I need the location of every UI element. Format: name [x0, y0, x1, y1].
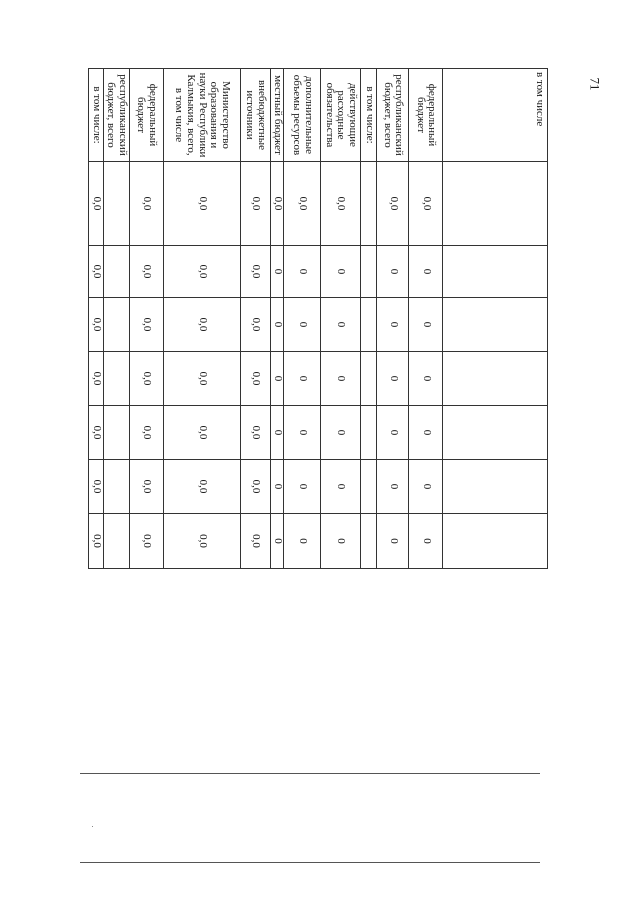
table-cell: 0	[320, 514, 361, 569]
table-cell: 0	[284, 460, 320, 514]
table-cell: 0,0	[129, 460, 163, 514]
table-cell: 0	[409, 298, 443, 352]
table-row	[270, 69, 284, 569]
page-number: 71	[587, 77, 603, 91]
table-header-cell	[443, 246, 548, 298]
table-cell: 0,0	[89, 298, 104, 352]
table-header-cell	[443, 298, 548, 352]
table-cell: 0,0	[89, 352, 104, 406]
table-cell: 0,0	[163, 298, 240, 352]
table-cell	[361, 298, 377, 352]
table-cell: 0	[320, 298, 361, 352]
table-cell: 0	[320, 460, 361, 514]
table-cell: 0,0	[129, 352, 163, 406]
table-cell	[361, 352, 377, 406]
row-label: федеральный бюджет	[409, 69, 443, 162]
table-cell: 0	[284, 298, 320, 352]
table-cell: 0,0	[270, 162, 284, 246]
table-cell: 0	[270, 298, 284, 352]
budget-table-rotated	[88, 68, 548, 568]
table-cell	[104, 162, 130, 246]
table-cell: 0	[377, 298, 409, 352]
table-cell: 0	[284, 352, 320, 406]
row-label: местный бюджет	[270, 69, 284, 162]
table-cell: 0,0	[163, 514, 240, 569]
table-cell: 0,0	[129, 246, 163, 298]
table-cell: 0	[409, 460, 443, 514]
table-cell	[104, 460, 130, 514]
table-cell	[361, 406, 377, 460]
budget-table	[88, 68, 548, 569]
row-label: федеральный бюджет	[129, 69, 163, 162]
table-row	[409, 69, 443, 569]
table-cell: 0,0	[377, 162, 409, 246]
table-cell	[361, 460, 377, 514]
table-cell: 0,0	[163, 162, 240, 246]
row-label: дополнительные объемы ресурсов	[284, 69, 320, 162]
table-cell: 0	[284, 246, 320, 298]
table-cell: 0,0	[89, 514, 104, 569]
budget-table-frame	[88, 68, 548, 568]
table-cell: 0,0	[129, 406, 163, 460]
table-header-cell	[443, 460, 548, 514]
table-cell: 0	[284, 406, 320, 460]
table-cell: 0	[320, 406, 361, 460]
row-label: в том числе:	[89, 69, 104, 162]
table-cell: 0,0	[129, 162, 163, 246]
table-cell	[104, 406, 130, 460]
table-cell: 0,0	[163, 352, 240, 406]
table-cell: 0,0	[89, 406, 104, 460]
scan-speck	[92, 826, 93, 827]
table-cell: 0,0	[89, 460, 104, 514]
table-row	[320, 69, 361, 569]
row-label: республиканский бюджет, всего	[104, 69, 130, 162]
table-cell: 0	[377, 406, 409, 460]
table-cell	[104, 298, 130, 352]
table-cell: 0	[377, 246, 409, 298]
row-label: действующие расходные обязательства	[320, 69, 361, 162]
table-cell	[104, 514, 130, 569]
table-cell: 0,0	[163, 246, 240, 298]
table-cell: 0	[284, 514, 320, 569]
table-cell: 0,0	[129, 514, 163, 569]
table-cell: 0	[377, 352, 409, 406]
table-cell: 0,0	[240, 460, 270, 514]
table-cell: 0	[409, 352, 443, 406]
table-cell: 0,0	[240, 514, 270, 569]
table-cell: 0,0	[163, 406, 240, 460]
table-body	[89, 69, 548, 569]
table-cell: 0,0	[240, 352, 270, 406]
table-cell: 0,0	[320, 162, 361, 246]
table-row	[240, 69, 270, 569]
table-header-label: в том числе	[443, 69, 548, 162]
table-cell: 0,0	[284, 162, 320, 246]
table-row	[361, 69, 377, 569]
table-row	[377, 69, 409, 569]
table-cell: 0	[377, 460, 409, 514]
table-row	[89, 69, 104, 569]
horizontal-rule	[80, 773, 540, 774]
table-cell	[104, 352, 130, 406]
table-cell: 0,0	[163, 460, 240, 514]
table-cell: 0,0	[240, 162, 270, 246]
row-label: в том числе:	[361, 69, 377, 162]
table-header-cell	[443, 352, 548, 406]
table-cell: 0,0	[409, 162, 443, 246]
table-row	[129, 69, 163, 569]
table-cell: 0	[270, 406, 284, 460]
table-cell: 0,0	[240, 298, 270, 352]
table-cell: 0	[270, 460, 284, 514]
table-row	[284, 69, 320, 569]
table-cell: 0	[409, 246, 443, 298]
table-cell: 0,0	[240, 406, 270, 460]
horizontal-rule	[80, 862, 540, 863]
table-cell: 0	[409, 406, 443, 460]
table-cell: 0	[377, 514, 409, 569]
table-cell: 0	[409, 514, 443, 569]
table-cell: 0	[270, 352, 284, 406]
table-row	[163, 69, 240, 569]
table-cell	[104, 246, 130, 298]
table-cell: 0,0	[240, 246, 270, 298]
row-label: республиканский бюджет, всего	[377, 69, 409, 162]
table-header-row	[443, 69, 548, 569]
table-row	[104, 69, 130, 569]
table-cell	[361, 246, 377, 298]
row-label: Министерство образования и науки Республики Калмыкия, всего, в том числе	[163, 69, 240, 162]
table-header-cell	[443, 514, 548, 569]
table-cell: 0,0	[89, 246, 104, 298]
table-cell	[361, 162, 377, 246]
row-label: внебюджетные источники	[240, 69, 270, 162]
table-cell: 0,0	[129, 298, 163, 352]
table-header-cell	[443, 162, 548, 246]
table-cell: 0,0	[89, 162, 104, 246]
table-cell: 0	[320, 352, 361, 406]
table-cell: 0	[270, 246, 284, 298]
table-cell	[361, 514, 377, 569]
table-cell: 0	[270, 514, 284, 569]
table-cell: 0	[320, 246, 361, 298]
table-header-cell	[443, 406, 548, 460]
